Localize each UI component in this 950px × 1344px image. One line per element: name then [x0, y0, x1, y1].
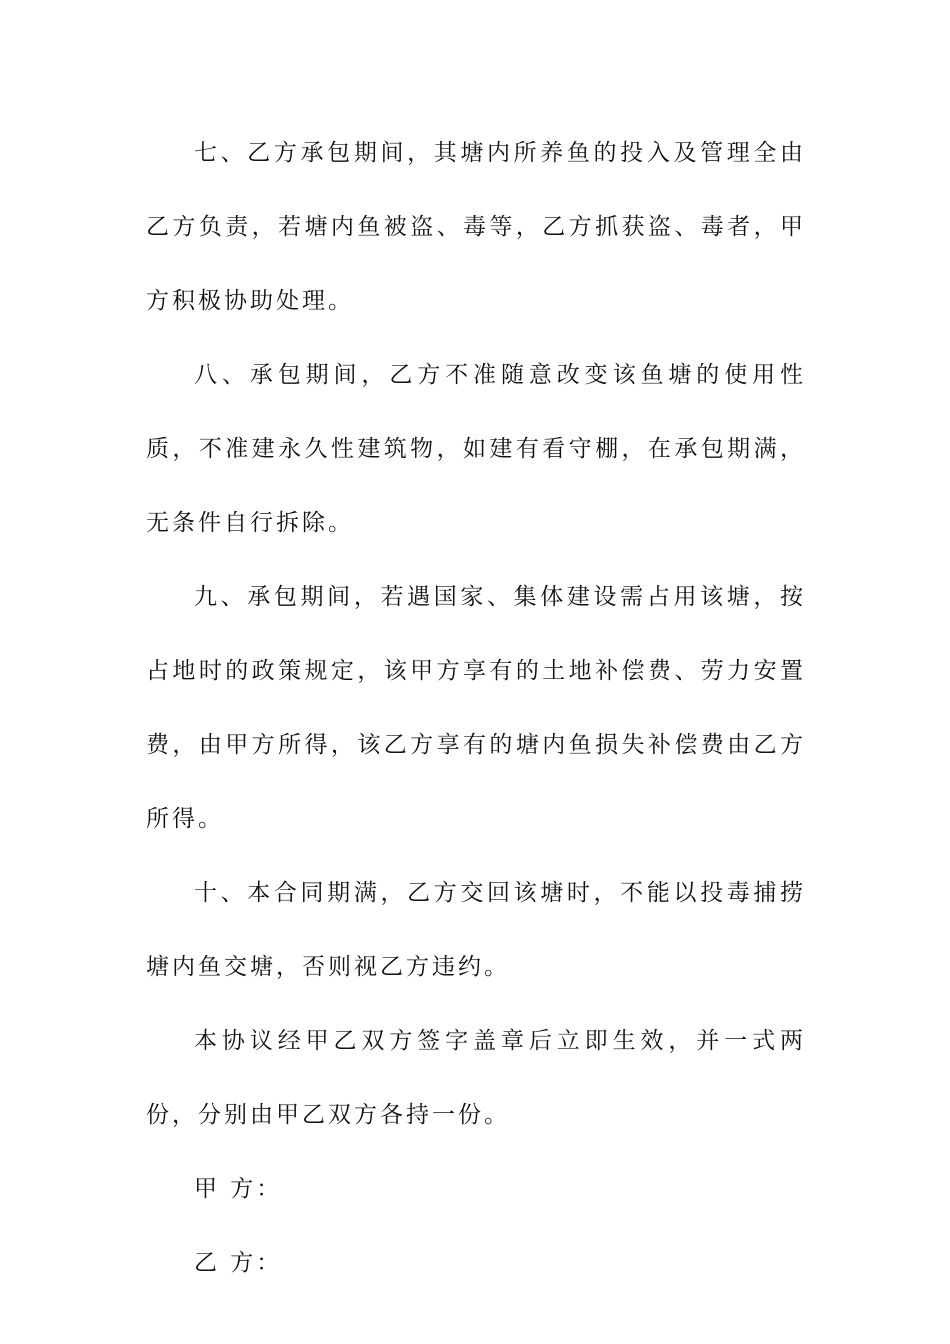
clause-nine: 九、承包期间，若遇国家、集体建设需占用该塘，按占地时的政策规定，该甲方享有的土地补偿费、劳力安置费，由甲方所得，该乙方享有的塘内鱼损失补偿费由乙方所得。: [146, 584, 806, 832]
effectiveness-clause: 本协议经甲乙双方签字盖章后立即生效，并一式两份，分别由甲乙双方各持一份。: [146, 1028, 806, 1128]
contract-body: [146, 116, 806, 1300]
party-a-signature-line: 甲 方：: [194, 1176, 283, 1202]
clause-seven: 七、乙方承包期间，其塘内所养鱼的投入及管理全由乙方负责，若塘内鱼被盗、毒等，乙方抓获盗、毒者，甲方积极协助处理。: [146, 140, 806, 314]
clause-eight: 八、承包期间，乙方不准随意改变该鱼塘的使用性质，不准建永久性建筑物，如建有看守棚，在承包期满，无条件自行拆除。: [146, 362, 806, 536]
party-b-signature-line: 乙 方：: [194, 1250, 283, 1276]
clause-ten: 十、本合同期满，乙方交回该塘时，不能以投毒捕捞塘内鱼交塘，否则视乙方违约。: [146, 880, 806, 980]
